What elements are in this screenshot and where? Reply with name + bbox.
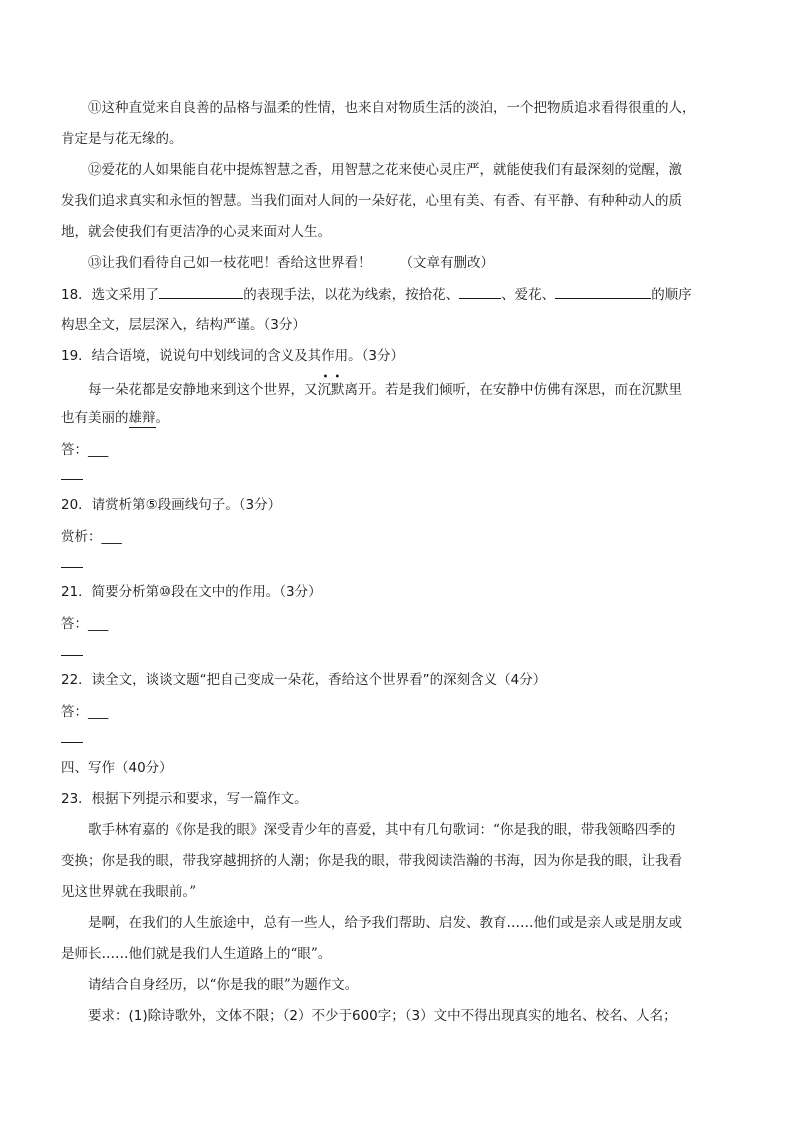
q19-quote2-text-b: 。 [155,410,169,426]
paragraph-13 [88,253,494,273]
q19-quote-text-a: 每一朵花都是安静地来到这个世界，又 [88,382,318,398]
q18-text-3: 、爱花、 [501,287,556,303]
question-18-line-1 [61,284,692,305]
q19-quote-line-1 [88,372,682,400]
q22-answer[interactable] [61,702,108,722]
q19-dotted-word: •• 沉默 [317,372,347,398]
q20-answer-label: 赏析： [61,529,102,545]
q19-dotted-word-text: 沉默 [317,382,345,398]
q18-text-2: 的表现手法，以花为线索，按拾花、 [243,287,460,303]
q21-answer-line[interactable] [61,655,83,656]
q20-answer-line[interactable] [61,567,83,568]
paragraph-12-line-2: 发我们追求真实和永恒的智慧。当我们面对人间的一朵好花，心里有美、有香、有平静、有种种动人的质 [61,193,682,209]
q22-answer-line[interactable] [61,742,83,743]
q21-answer-blank[interactable]: ___ [88,616,109,632]
q23-requirements: 要求：(1)除诗歌外，文体不限；（2）不少于600字；（3）文中不得出现真实的地名、校名、人名； [88,1008,677,1024]
section-4-heading: 四、写作（40分） [61,760,173,776]
question-18-line-2: 构思全文，层层深入，结构严谨。（3分） [61,317,306,333]
q22-answer-blank[interactable]: ___ [88,704,109,720]
q21-answer[interactable] [61,614,108,634]
q19-answer-line[interactable] [61,479,83,480]
q19-underlined-word: 雄辩 [128,410,156,426]
paragraph-11-line-2: 肯定是与花无缘的。 [61,131,183,147]
q23-paragraph-1-line-1: 歌手林宥嘉的《你是我的眼》深受青少年的喜爱，其中有几句歌词：“你是我的眼，带我领略四季的 [88,822,676,838]
q23-paragraph-1-line-3: 见这世界就在我眼前。” [61,884,197,900]
q19-answer-label: 答： [61,442,88,458]
paragraph-12-line-1: ⑫爱花的人如果能自花中提炼智慧之香，用智慧之花来使心灵庄严，就能使我们有最深刻的觉醒，激 [88,162,682,178]
q20-answer-blank[interactable]: ___ [101,529,122,545]
q23-paragraph-1-line-2: 变换；你是我的眼，带我穿越拥挤的人潮；你是我的眼，带我阅读浩瀚的书海，因为你是我的眼，让我看 [61,853,682,869]
revision-note: （文章有删改） [399,255,494,271]
question-23-prompt: 23．根据下列提示和要求，写一篇作文。 [61,791,308,807]
q18-text-4: 的顺序 [651,287,692,303]
q21-answer-label: 答： [61,616,88,632]
q23-paragraph-2-line-2: 是师长……他们就是我们人生道路上的“眼”。 [61,946,332,962]
q18-blank-1[interactable] [159,284,243,299]
q19-quote-line-2 [61,408,169,428]
q23-paragraph-3: 请结合自身经历，以“你是我的眼”为题作文。 [88,977,359,993]
paragraph-11-line-1: ⑪这种直觉来自良善的品格与温柔的性情，也来自对物质生活的淡泊，一个把物质追求看得很重的人， [88,100,696,116]
question-21-prompt: 21．简要分析第⑩段在文中的作用。（3分） [61,584,322,600]
q19-quote2-text-a: 也有美丽的 [61,410,129,426]
q22-answer-label: 答： [61,704,88,720]
q19-quote-text-b: 离开。若是我们倾听，在安静中仿佛有深思，而在沉默里 [344,382,682,398]
question-22-prompt: 22．读全文，谈谈文题“把自己变成一朵花，香给这个世界看”的深刻含义（4分） [61,672,547,688]
q18-blank-3[interactable] [555,284,651,299]
q18-text-1: 18．选文采用了 [61,287,160,303]
paragraph-13-text: ⑬让我们看待自己如一枝花吧！香给这世界看！ [88,255,372,271]
q23-paragraph-2-line-1: 是啊，在我们的人生旅途中，总有一些人，给予我们帮助、启发、教育……他们或是亲人或是朋友或 [88,915,682,931]
q18-blank-2[interactable] [459,284,501,299]
paragraph-12-line-3: 地，就会使我们有更洁净的心灵来面对人生。 [61,224,331,240]
question-20-prompt: 20．请赏析第⑤段画线句子。（3分） [61,497,282,513]
q19-answer[interactable] [61,440,108,460]
q20-answer[interactable] [61,527,122,547]
q19-answer-blank[interactable]: ___ [88,442,109,458]
question-19-prompt: 19．结合语境，说说句中划线词的含义及其作用。（3分） [61,348,405,364]
